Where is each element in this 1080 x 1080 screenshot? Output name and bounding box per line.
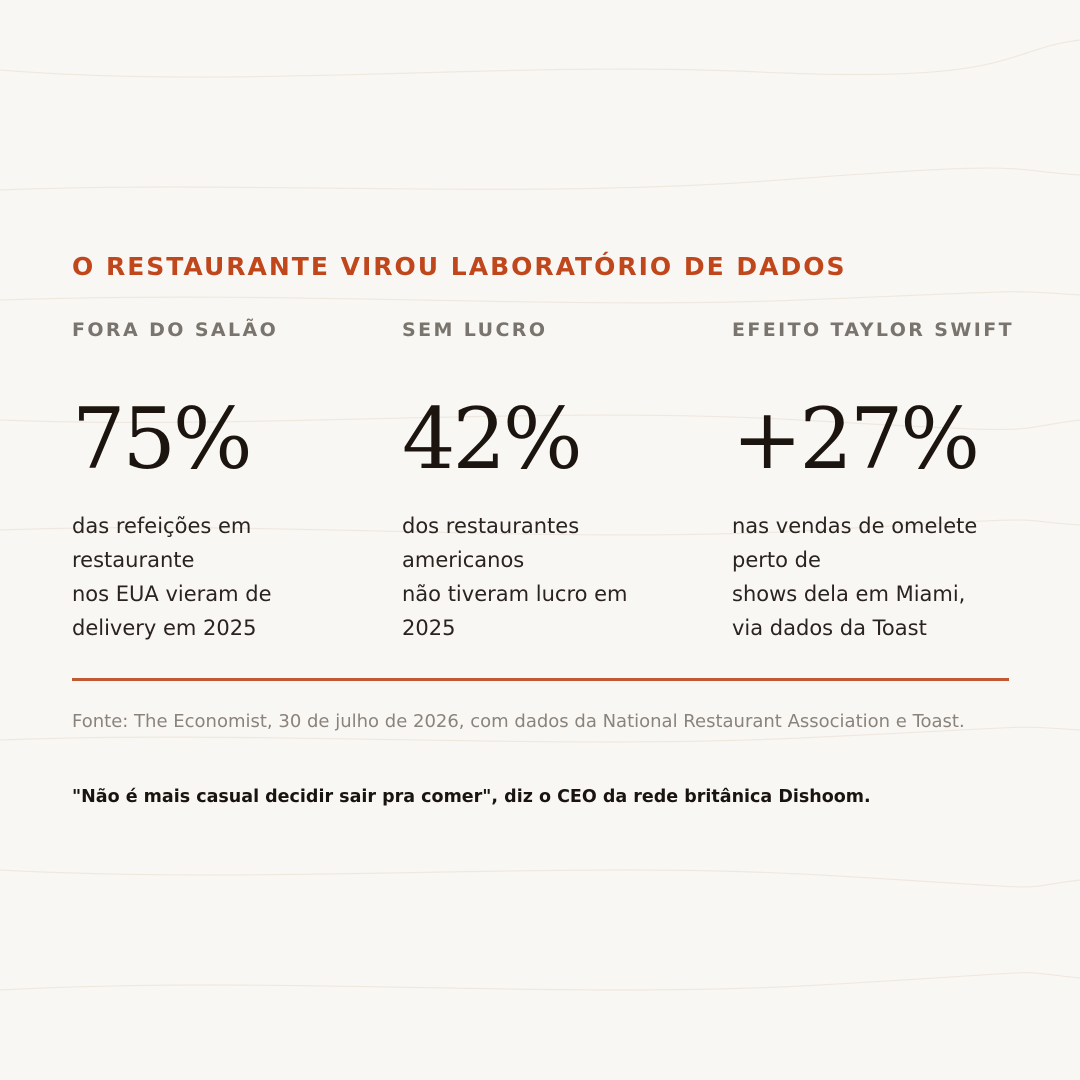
- stat-description: [402, 509, 702, 645]
- stat-label: SEM LUCRO: [402, 319, 548, 341]
- stat-label: FORA DO SALÃO: [72, 319, 279, 341]
- stat-no-profit: [402, 318, 702, 645]
- stat-delivery: [72, 318, 372, 645]
- stats-row: [72, 318, 1012, 668]
- stat-taylor-swift: [732, 318, 1032, 645]
- stat-description-line: não tiveram lucro em: [402, 582, 628, 606]
- main-content: [72, 250, 1012, 668]
- stat-description-line: dos restaurantes: [402, 514, 580, 538]
- stat-description-line: via dados da Toast: [732, 616, 927, 640]
- stat-description-line: 2025: [402, 616, 456, 640]
- stat-description: [72, 509, 372, 645]
- divider: [72, 678, 1009, 681]
- source-note: Fonte: The Economist, 30 de julho de 2026, com dados da National Restaurant Association e Toast.: [72, 711, 965, 732]
- stat-description-line: das refeições em: [72, 514, 252, 538]
- stat-description-line: nas vendas de omelete: [732, 514, 978, 538]
- stat-value: 42%: [402, 390, 580, 488]
- stat-description-line: delivery em 2025: [72, 616, 257, 640]
- stat-description-line: restaurante: [72, 548, 195, 572]
- stat-value: +27%: [732, 390, 978, 488]
- stat-description-line: shows dela em Miami,: [732, 582, 966, 606]
- stat-value: 75%: [72, 390, 250, 488]
- headline: O RESTAURANTE VIROU LABORATÓRIO DE DADOS: [72, 252, 847, 281]
- stat-description-line: americanos: [402, 548, 525, 572]
- stat-description: [732, 509, 1032, 645]
- stat-description-line: nos EUA vieram de: [72, 582, 272, 606]
- quote: "Não é mais casual decidir sair pra comer", diz o CEO da rede britânica Dishoom.: [72, 787, 871, 807]
- stat-label: EFEITO TAYLOR SWIFT: [732, 319, 1014, 341]
- stat-description-line: perto de: [732, 548, 821, 572]
